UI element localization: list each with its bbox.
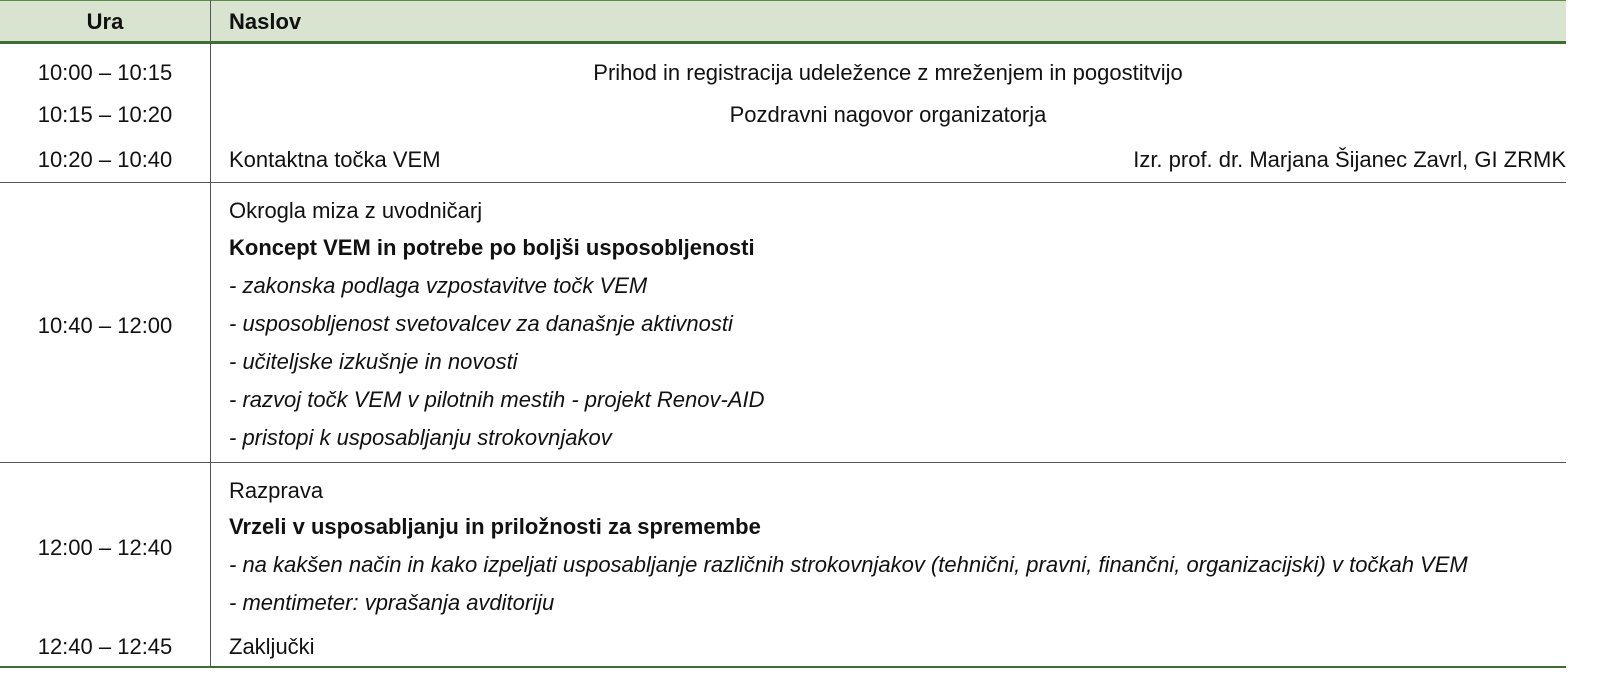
row-divider <box>0 462 1566 463</box>
row-title: Prihod in registracija udeležence z mreženjem in pogostitvijo <box>593 60 1183 85</box>
table-header <box>0 0 1566 44</box>
row-time: 12:00 – 12:40 <box>37 535 173 560</box>
row-intro: Okrogla miza z uvodničarj <box>229 198 483 223</box>
header-time: Ura <box>86 9 124 34</box>
list-item: - zakonska podlaga vzpostavitve točk VEM <box>229 273 648 298</box>
list-item: - razvoj točk VEM v pilotnih mestih - projekt Renov-AID <box>229 387 765 412</box>
row-intro: Razprava <box>229 478 324 503</box>
row-time: 10:20 – 10:40 <box>37 147 173 172</box>
row-time: 12:40 – 12:45 <box>37 634 173 659</box>
list-item: - usposobljenost svetovalcev za današnje aktivnosti <box>229 311 733 336</box>
list-item: - učiteljske izkušnje in novosti <box>229 349 518 374</box>
list-item: - mentimeter: vprašanja avditoriju <box>229 590 555 615</box>
row-speaker: Izr. prof. dr. Marjana Šijanec Zavrl, GI ZRMK <box>1133 147 1566 172</box>
list-item: - pristopi k usposabljanju strokovnjakov <box>229 425 612 450</box>
row-title: Zaključki <box>229 634 315 659</box>
row-time: 10:00 – 10:15 <box>37 60 173 85</box>
table-bottom-border <box>0 666 1566 668</box>
list-item: - na kakšen način in kako izpeljati usposabljanje različnih strokovnjakov (tehnični, pravni, finančni, organizacijski) v točkah VEM <box>229 552 1468 577</box>
row-title: Pozdravni nagovor organizatorja <box>729 102 1047 127</box>
row-heading: Vrzeli v usposabljanju in priložnosti za spremembe <box>229 514 761 539</box>
row-divider <box>0 182 1566 183</box>
row-heading: Koncept VEM in potrebe po boljši usposobljenosti <box>229 235 755 260</box>
row-time: 10:40 – 12:00 <box>37 313 173 338</box>
row-title: Kontaktna točka VEM <box>229 147 441 172</box>
row-time: 10:15 – 10:20 <box>37 102 173 127</box>
header-title: Naslov <box>229 9 302 34</box>
